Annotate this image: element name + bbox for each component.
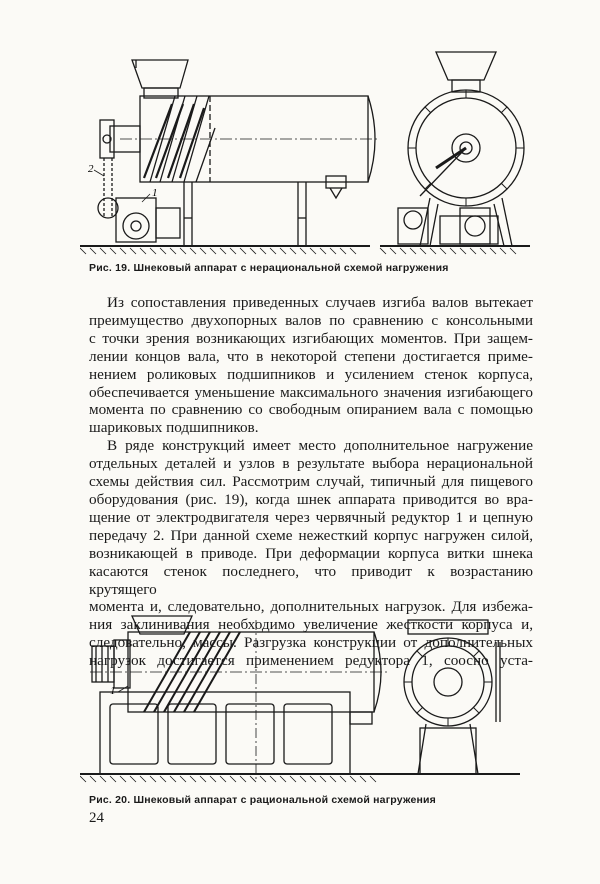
text-line: с точки зрения возникающих изгибающих моментов. При защем- xyxy=(89,329,533,347)
text-line: момента по сравнению со свободным опиранием вала с помощью xyxy=(89,401,533,419)
text-line: возникающей в приводе. При деформации корпуса витки шнека xyxy=(89,544,533,562)
text-line: касаются стенок последнего, что приводит к возрастанию крутящего xyxy=(89,562,533,598)
figure-19-drawing xyxy=(80,48,530,258)
text-line: нагрузок достигается применением редуктора 1, соосно уста- xyxy=(89,652,533,670)
text-line: шариковых подшипников. xyxy=(89,419,259,437)
text-line: щение от электродвигателя через червячный редуктор 1 и цепную xyxy=(89,508,533,526)
text-line: преимущество двухопорных валов по сравнению с консольными xyxy=(89,311,533,329)
paragraph-1 xyxy=(89,294,533,437)
figure-19-label-2: 2 xyxy=(88,163,94,175)
text-line: нением роликовых подшипников и усилением стенок корпуса, xyxy=(89,365,533,383)
figure-19-caption: Рис. 19. Шнековый аппарат с нерациональной схемой нагружения xyxy=(89,262,449,274)
text-line: передачу 2. При данной схеме нежесткий корпус нагружен силой, xyxy=(89,526,533,544)
text-line: отдельных деталей и узлов в результате выбора нерациональной xyxy=(89,455,533,473)
figure-19 xyxy=(80,48,530,258)
figure-20-caption: Рис. 20. Шнековый аппарат с рациональной схемой нагружения xyxy=(89,794,437,806)
figure-20 xyxy=(80,612,530,784)
text-line: схемы действия сил. Рассмотрим случай, типичный для пищевого xyxy=(89,473,533,491)
text-line: обеспечивается уменьшение максимального значения изгибающего xyxy=(89,383,533,401)
text-line: момента и, следовательно, дополнительных нагрузок. Для избежа- xyxy=(89,598,533,616)
text-line: лении концов вала, что в некоторой степени достигается приме- xyxy=(89,347,533,365)
figure-20-drawing xyxy=(80,612,530,784)
text-line: ния заклинивания необходимо увеличение жесткости корпуса и, xyxy=(89,616,533,634)
text-line: В ряде конструкций имеет место дополнительное нагружение xyxy=(107,437,533,455)
page-number: 24 xyxy=(89,810,104,826)
text-line: следовательно, массы. Разгрузка конструкции от дополнительных xyxy=(89,634,533,652)
figure-19-label-1: 1 xyxy=(152,187,158,199)
figure-20-label-1: 1 xyxy=(110,685,116,697)
text-line: оборудования (рис. 19), когда шнек аппарата приводится во вра- xyxy=(89,490,533,508)
text-line: Из сопоставления приведенных случаев изгиба валов вытекает xyxy=(107,294,533,311)
